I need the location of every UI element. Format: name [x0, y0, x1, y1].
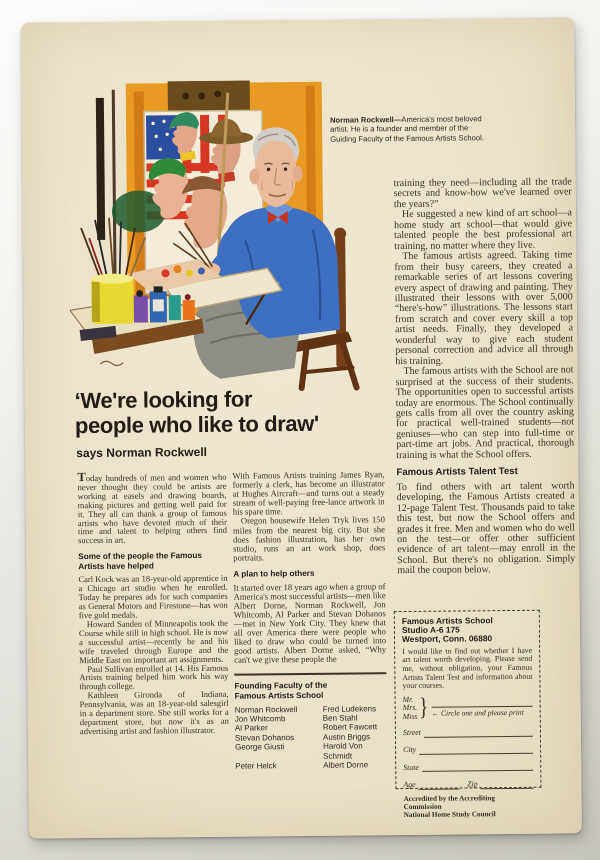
para-artists-agreed: The famous artists agreed. Taking time from their busy careers, they created a remarkable series of art lessons covering every aspect of drawing and painting. They illustrated their lessons with over 5,000 “here's-how” illustrations. The lessons start from scratch and cover every skill a top artist needs. Finally, they developed a wonderful way to give each student personal correction and advice all through his training. — [394, 249, 574, 367]
para-it-started: It started over 18 years ago when a group of America's most successful artists—men like Albert Dorne, Norman Rockwell, Jon Whitcomb, Al Parker and Stevan Dohanos—met in New York City. They knew that all over America there were people who liked to draw who could be turned into good artists. Albert Dorne asked, “Why can't we give these people the — [233, 580, 387, 665]
para-today: Today hundreds of men and women who never thought they could be artists are working at easels and drawing boards, making pictures and getting well paid for it. They all can thank a group of famous artists who have devoted much of their time and talent to helping others find success in art. — [77, 470, 228, 546]
faculty-name: Jon Whitcomb — [234, 714, 286, 724]
subheading-people-helped: Some of the people the Famous Artists have helped — [78, 551, 203, 571]
para-kathleen-gironda: Kathleen Gironda of Indiana, Pennsylvania, was an 18-year-old salesgirl in a department store. She still works for a department store, but now it's as an advertising artist and fashion illustrator. — [79, 688, 229, 736]
accreditation-line2: National Home Study Council — [403, 810, 496, 819]
coupon-address: Westport, Conn. 06880 — [401, 633, 493, 645]
faculty-name: Norman Rockwell — [234, 704, 298, 715]
faculty-name: George Giusti — [235, 742, 285, 752]
miss-label: Miss — [402, 711, 418, 721]
left-column — [77, 472, 229, 736]
zip-write-line — [481, 785, 534, 789]
faculty-name: Ben Stahl — [322, 713, 358, 723]
coupon-studio: Studio A-6 175 — [401, 624, 460, 636]
state-row — [403, 762, 533, 772]
age-zip-row — [403, 780, 533, 790]
right-column — [394, 177, 576, 576]
caption-name: Norman Rockwell— — [329, 114, 402, 125]
subheading-talent-test: Famous Artists Talent Test — [396, 466, 518, 479]
accreditation — [404, 793, 534, 819]
byline: says Norman Rockwell — [76, 444, 208, 461]
city-label: City — [403, 745, 417, 755]
para-talent-test: To find others with art talent worth developing, the Famous Artists created a 12-page Talent Test. Thousands paid to take this test, but now the School offers and grades it free. Men and women who do well on the test—or offer other sufficient evidence of art talent—may enroll in the School. But there's no obligation. Simply mail the coupon below. — [396, 480, 576, 577]
state-label: State — [403, 762, 419, 772]
city-row — [403, 745, 533, 755]
faculty-name: Al Parker — [234, 723, 268, 734]
caption-text: America's most beloved artist. He is a founder and member of the Guiding Faculty of the Famous Artists School. — [330, 113, 484, 144]
circle-one-note: ← Circle one and please print — [431, 707, 524, 718]
para-training-continuation: training they need—including all the trade secrets and know-how we've learned over the years?” — [393, 176, 572, 211]
photo-caption — [330, 114, 486, 144]
state-write-line — [422, 768, 533, 772]
street-label: Street — [402, 728, 421, 738]
faculty-name: Stevan Dohanos — [234, 732, 295, 743]
artist-signature-mark — [100, 361, 123, 365]
mrs-label: Mrs. — [402, 703, 418, 713]
para-new-kind-of-school: He suggested a new kind of art school—a home study art school—that would give talented people the best professional art training, no matter where they live. — [394, 207, 573, 252]
faculty-name: Robert Fawcett — [322, 722, 378, 733]
para-school-success: The famous artists with the School are not surprised at the success of their students. The opportunities open to successful artists today are enormous. The School continually gets calls from all over the country asking for practical well-trained students—not geniuses—who can step into full-time or part-time art jobs. And practical, thorough training is what the School offers. — [395, 364, 575, 461]
headline-line1: ‘We're looking for — [74, 386, 253, 414]
faculty-name: Austin Briggs — [322, 732, 371, 742]
para-howard-sanden: Howard Sanden of Minneapolis took the Course while still in high school. He is now a successful artist—recently he and his wife traveled through Europe and the Middle East on important art assignments. — [78, 617, 229, 665]
faculty-name: Albert Dorne — [323, 760, 369, 770]
para-paul-sullivan: Paul Sullivan enrolled at 14. His Famous Artists training helped him work his way through college. — [79, 662, 229, 692]
name-write-line — [431, 697, 532, 707]
street-row — [403, 728, 533, 738]
accreditation-line1: Accredited by the Accrediting Commission — [403, 793, 495, 811]
age-write-line — [419, 786, 460, 789]
city-write-line — [419, 751, 533, 755]
brace-icon: } — [418, 694, 429, 722]
para-james-ryan: With Famous Artists training James Ryan, formerly a clerk, has become an illustrator at Hughes Aircraft—and turns out a steady stream of well-paying free-lance artwork in his spare time. — [232, 469, 385, 518]
faculty-heading: Founding Faculty of the Famous Artists School — [234, 681, 328, 701]
faculty-name: Peter Helck — [235, 761, 277, 771]
headline — [75, 385, 405, 438]
street-write-line — [424, 734, 533, 738]
magazine-cover — [21, 17, 582, 838]
mail-in-coupon — [394, 610, 542, 819]
zip-label: Zip — [467, 779, 478, 789]
faculty-name: Fred Ludekens — [322, 703, 377, 714]
para-carl-kock: Carl Kock was an 18-year-old apprentice in a Chicago art studio when he enrolled. Today he prepares ads for such companies as General Motors and Firestone—has won five gold medals. — [78, 573, 228, 621]
headline-line2: people who like to draw' — [74, 410, 319, 439]
subheading-plan-to-help: A plan to help others — [233, 568, 315, 579]
coupon-school-name: Famous Artists School — [401, 615, 493, 627]
faculty-names — [235, 704, 388, 771]
age-label: Age — [403, 779, 416, 789]
para-helen-tryk: Oregon housewife Helen Tryk lives 150 miles from the nearest big city. But she does fashion illustration, has her own studio, runs an art work shop, does portraits. — [232, 514, 386, 563]
salutation-block — [403, 695, 533, 721]
coupon-body: I would like to find out whether I have art talent worth developing. Please send me, without obligation, your Famous Artists Talent Test and information about your courses. — [402, 645, 533, 691]
faculty-divider — [234, 673, 386, 676]
mr-label: Mr. — [402, 695, 414, 705]
middle-column — [232, 470, 387, 771]
faculty-name: Harold Von Schmidt — [323, 741, 363, 761]
